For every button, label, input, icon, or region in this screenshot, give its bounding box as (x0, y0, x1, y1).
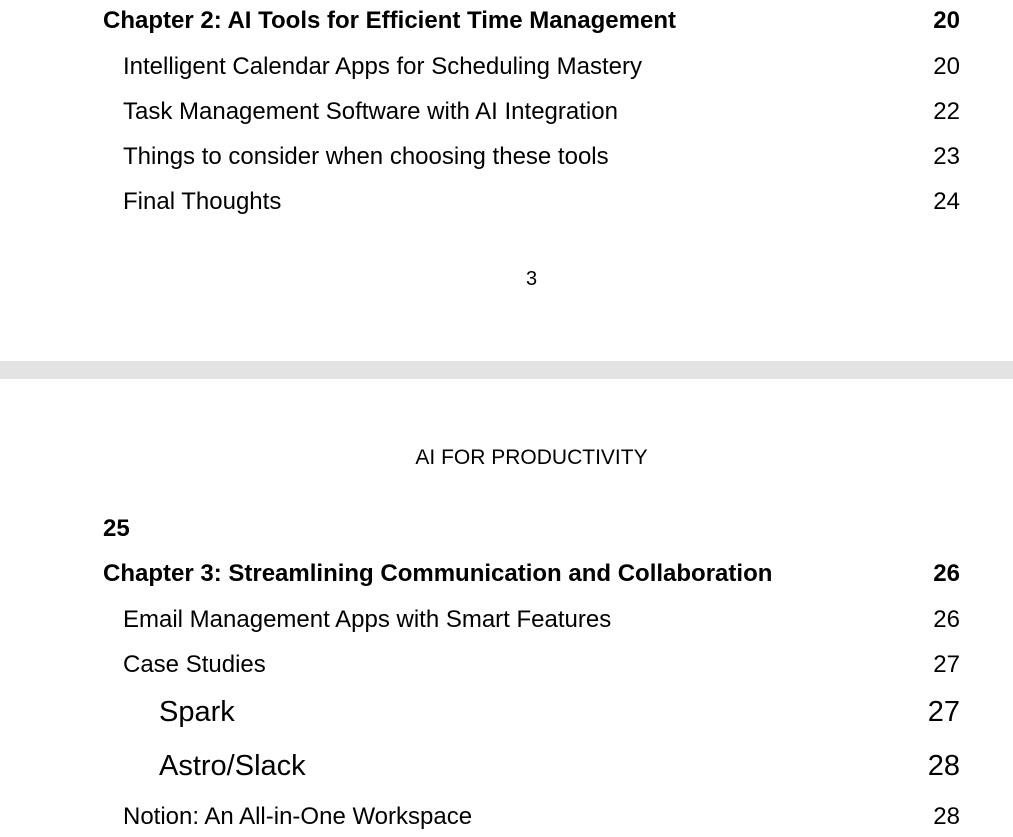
toc-entry-page: 20 (933, 7, 960, 34)
running-header: AI FOR PRODUCTIVITY (415, 446, 648, 469)
toc-entry-title: Case Studies (123, 651, 266, 678)
toc-entry-page: 26 (933, 606, 960, 633)
toc-entry-title: Spark (159, 696, 235, 728)
toc-entry-title: Things to consider when choosing these tools (123, 143, 609, 170)
toc-entry[interactable] (0, 47, 1013, 87)
toc-entry-chapter-3[interactable] (0, 554, 1013, 594)
toc-entry-title: Chapter 2: AI Tools for Efficient Time Management (103, 7, 676, 34)
toc-entry[interactable] (0, 692, 1013, 732)
toc-entry-title: Chapter 3: Streamlining Communication and Collaboration (103, 560, 773, 587)
toc-entry-page: 24 (933, 188, 960, 215)
stray-page-number: 25 (103, 515, 130, 542)
toc-entry-page: 28 (927, 750, 960, 782)
toc-entry[interactable] (0, 645, 1013, 685)
toc-entry-page: 27 (933, 651, 960, 678)
toc-entry[interactable] (0, 600, 1013, 640)
document-page-top (0, 0, 1013, 361)
toc-entry-title: Notion: An All-in-One Workspace (123, 803, 473, 830)
toc-entry-chapter-2[interactable] (0, 1, 1013, 41)
toc-entry-title: Task Management Software with AI Integration (123, 98, 618, 125)
toc-entry-page: 28 (933, 803, 960, 830)
toc-entry[interactable] (0, 92, 1013, 132)
toc-entry-title: Astro/Slack (159, 750, 306, 782)
toc-entry-title: Email Management Apps with Smart Features (123, 606, 612, 633)
toc-entry-page: 22 (933, 98, 960, 125)
toc-entry[interactable] (0, 182, 1013, 222)
toc-entry-page: 23 (933, 143, 960, 170)
toc-entry-page: 27 (927, 696, 960, 728)
toc-entry-page: 20 (933, 53, 960, 80)
toc-entry-page: 26 (933, 560, 960, 587)
toc-entry[interactable] (0, 137, 1013, 177)
toc-entry[interactable] (0, 746, 1013, 786)
toc-entry-title: Intelligent Calendar Apps for Scheduling Mastery (123, 53, 642, 80)
document-page-bottom (0, 379, 1013, 836)
page-number: 3 (525, 268, 538, 290)
page-separator (0, 361, 1013, 379)
toc-entry-title: Final Thoughts (123, 188, 282, 215)
toc-entry[interactable] (0, 797, 1013, 837)
